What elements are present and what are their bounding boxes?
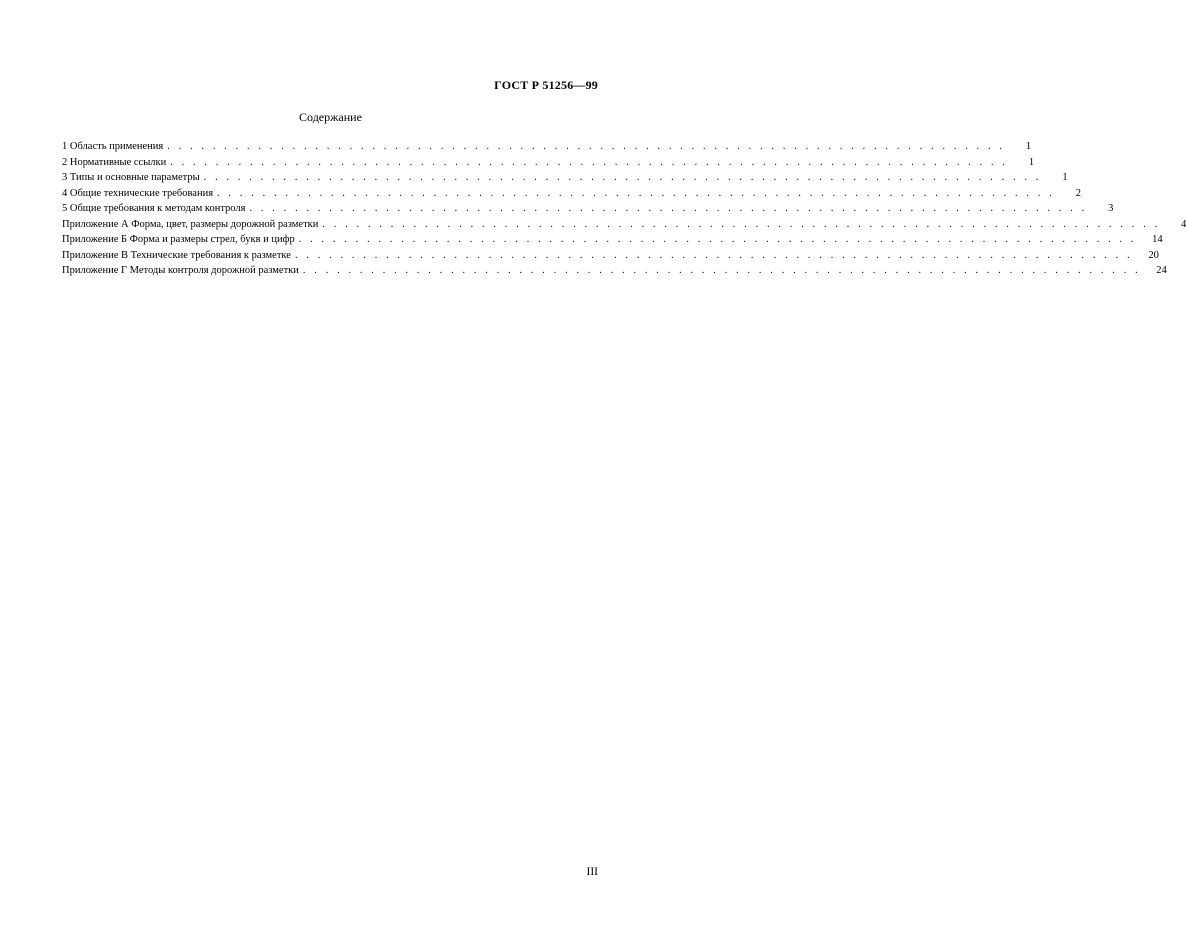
toc-entry[interactable]: [62, 170, 1068, 186]
toc-entry-label: 1 Область применения: [62, 141, 164, 152]
toc-leader-dots: . . . . . . . . . . . . . . . . . . . . . . . . . . . . . . . . . . . . . . . . . . . . . . . . . . . . . . . . . . . . . . . . . . . . . . . . . .: [302, 265, 1141, 276]
toc-entry-page: 24: [1156, 265, 1167, 276]
toc-entry-page: 1: [1025, 141, 1032, 152]
toc-entry-label: Приложение Г Методы контроля дорожной разметки: [62, 265, 299, 276]
toc-entry-page: 2: [1075, 187, 1081, 199]
toc-entry-page: 20: [1148, 249, 1159, 261]
table-of-contents: [62, 139, 1186, 279]
toc-entry-label: 5 Общие требования к методам контроля: [62, 203, 246, 214]
toc-entry-label: 4 Общие технические требования: [62, 187, 214, 199]
toc-entry[interactable]: [62, 186, 1081, 202]
toc-entry-page: 3: [1108, 203, 1114, 214]
toc-entry-label: Приложение Б Форма и размеры стрел, букв и цифр: [62, 234, 295, 245]
toc-leader-dots: . . . . . . . . . . . . . . . . . . . . . . . . . . . . . . . . . . . . . . . . . . . . . . . . . . . . . . . . . . . . . . . . . . . . . . . . . .: [298, 234, 1137, 245]
toc-entry-label: 2 Нормативные ссылки: [62, 156, 167, 168]
toc-entry-label: Приложение В Технические требования к разметке: [62, 249, 291, 261]
toc-leader-dots: . . . . . . . . . . . . . . . . . . . . . . . . . . . . . . . . . . . . . . . . . . . . . . . . . . . . . . . . . . . . . . . . . . . . . . . . . .: [322, 218, 1161, 230]
toc-entry-page: 1: [1062, 172, 1068, 183]
toc-leader-dots: . . . . . . . . . . . . . . . . . . . . . . . . . . . . . . . . . . . . . . . . . . . . . . . . . . . . . . . . . . . . . . . . . . . . . . . . . .: [217, 187, 1055, 199]
toc-leader-dots: . . . . . . . . . . . . . . . . . . . . . . . . . . . . . . . . . . . . . . . . . . . . . . . . . . . . . . . . . . . . . . . . . . . . . . . . . .: [294, 249, 1133, 261]
document-code: ГОСТ Р 51256—99: [494, 78, 598, 92]
toc-leader-dots: . . . . . . . . . . . . . . . . . . . . . . . . . . . . . . . . . . . . . . . . . . . . . . . . . . . . . . . . . . . . . . . . . . . . . . . . . .: [203, 172, 1042, 183]
toc-entry[interactable]: [62, 139, 1032, 155]
toc-entry-page: 1: [1028, 156, 1035, 168]
toc-entry[interactable]: [62, 201, 1114, 217]
toc-entry[interactable]: [62, 248, 1159, 264]
toc-leader-dots: . . . . . . . . . . . . . . . . . . . . . . . . . . . . . . . . . . . . . . . . . . . . . . . . . . . . . . . . . . . . . . . . . . . . . . . . . .: [167, 141, 1006, 152]
toc-title: Содержание: [299, 110, 362, 124]
toc-entry-label: Приложение А Форма, цвет, размеры дорожной разметки: [62, 218, 319, 230]
toc-entry[interactable]: [62, 263, 1167, 279]
toc-leader-dots: . . . . . . . . . . . . . . . . . . . . . . . . . . . . . . . . . . . . . . . . . . . . . . . . . . . . . . . . . . . . . . . . . . . . . . . . . .: [170, 156, 1009, 168]
toc-entry[interactable]: [62, 155, 1035, 171]
toc-entry-label: 3 Типы и основные параметры: [62, 172, 200, 183]
toc-entry[interactable]: [62, 232, 1163, 248]
toc-entry-page: 14: [1152, 234, 1163, 245]
toc-leader-dots: . . . . . . . . . . . . . . . . . . . . . . . . . . . . . . . . . . . . . . . . . . . . . . . . . . . . . . . . . . . . . . . . . . . . . . . . . .: [249, 203, 1088, 214]
page-number: III: [586, 866, 598, 878]
toc-entry[interactable]: [62, 217, 1186, 233]
toc-entry-page: 4: [1181, 218, 1186, 230]
